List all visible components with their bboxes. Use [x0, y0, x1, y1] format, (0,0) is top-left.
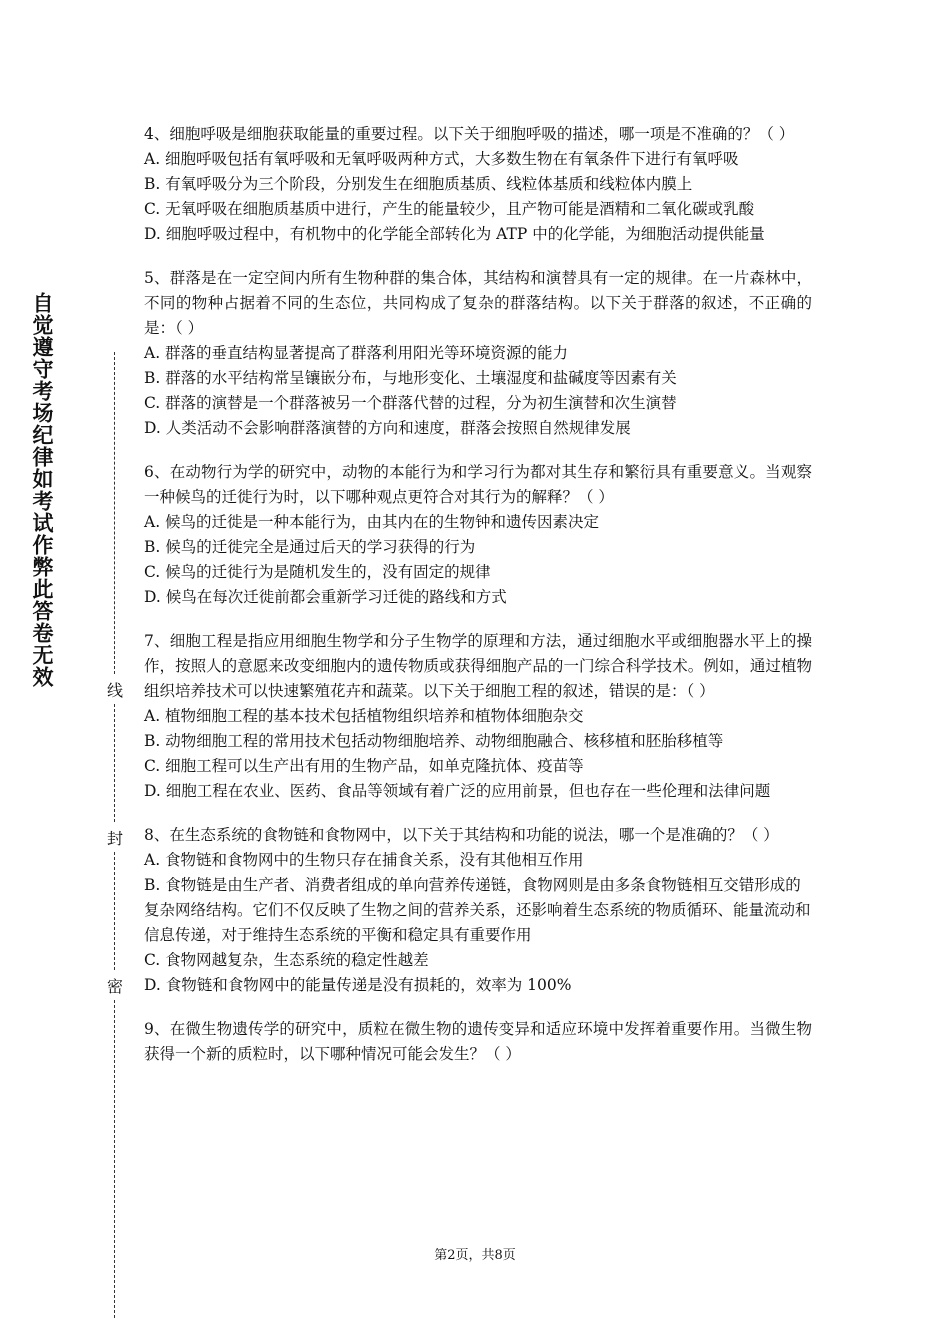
option-a: A. 植物细胞工程的基本技术包括植物组织培养和植物体细胞杂交 [144, 707, 584, 725]
option-b: B. 群落的水平结构常呈镶嵌分布，与地形变化、土壤湿度和盐碱度等因素有关 [144, 369, 677, 387]
binding-line-top [114, 352, 115, 674]
question-stem: 4、细胞呼吸是细胞获取能量的重要过程。以下关于细胞呼吸的描述，哪一项是不准确的？（ ） [144, 125, 795, 143]
option-b: B. 候鸟的迁徙完全是通过后天的学习获得的行为 [144, 538, 476, 556]
option-a: A. 群落的垂直结构显著提高了群落利用阳光等环境资源的能力 [144, 344, 569, 362]
exam-discipline-warning: 自觉遵守考场纪律如考试作弊此答卷无效 [30, 292, 54, 688]
question-6 [144, 460, 812, 610]
option-b: B. 有氧呼吸分为三个阶段，分别发生在细胞质基质、线粒体基质和线粒体内膜上 [144, 175, 693, 193]
binding-line-bottom [114, 1000, 115, 1318]
option-c: C. 食物网越复杂，生态系统的稳定性越差 [144, 951, 429, 969]
option-b: B. 食物链是由生产者、消费者组成的单向营养传递链，食物网则是由多条食物链相互交错形成的复杂网络结构。它们不仅反映了生物之间的营养关系，还影响着生态系统的物质循环、能量流动和信息传递，对于维持生态系统的平衡和稳定具有重要作用 [144, 876, 811, 944]
option-d: D. 候鸟在每次迁徙前都会重新学习迁徙的路线和方式 [144, 588, 507, 606]
question-stem: 8、在生态系统的食物链和食物网中，以下关于其结构和功能的说法，哪一个是准确的？（ ） [144, 826, 779, 844]
option-d: D. 细胞工程在农业、医药、食品等领域有着广泛的应用前景，但也存在一些伦理和法律问题 [144, 782, 771, 800]
question-9 [144, 1017, 812, 1067]
option-d: D. 食物链和食物网中的能量传递是没有损耗的，效率为 100% [144, 976, 572, 994]
question-5 [144, 266, 812, 441]
question-7 [144, 629, 812, 804]
question-stem: 7、细胞工程是指应用细胞生物学和分子生物学的原理和方法，通过细胞水平或细胞器水平上的操作，按照人的意愿来改变细胞内的遗传物质或获得细胞产品的一门综合科学技术。例如，通过植物组织培养技术可以快速繁殖花卉和蔬菜。以下关于细胞工程的叙述，错误的是：（ ） [144, 632, 812, 700]
binding-line-mid2 [114, 852, 115, 970]
option-c: C. 细胞工程可以生产出有用的生物产品，如单克隆抗体、疫苗等 [144, 757, 584, 775]
page-number: 第2页，共8页 [434, 1248, 516, 1263]
question-stem: 9、在微生物遗传学的研究中，质粒在微生物的遗传变异和适应环境中发挥着重要作用。当微生物获得一个新的质粒时，以下哪种情况可能会发生？（ ） [144, 1020, 812, 1063]
binding-mark-xian: 线 [105, 678, 125, 701]
question-4 [144, 122, 812, 247]
option-d: D. 人类活动不会影响群落演替的方向和速度，群落会按照自然规律发展 [144, 419, 631, 437]
option-c: C. 无氧呼吸在细胞质基质中进行，产生的能量较少，且产物可能是酒精和二氧化碳或乳酸 [144, 200, 755, 218]
option-c: C. 候鸟的迁徙行为是随机发生的，没有固定的规律 [144, 563, 491, 581]
option-a: A. 候鸟的迁徙是一种本能行为，由其内在的生物钟和遗传因素决定 [144, 513, 600, 531]
option-a: A. 食物链和食物网中的生物只存在捕食关系，没有其他相互作用 [144, 851, 584, 869]
question-8 [144, 823, 812, 998]
binding-mark-feng: 封 [105, 826, 125, 849]
question-stem: 6、在动物行为学的研究中，动物的本能行为和学习行为都对其生存和繁衍具有重要意义。当观察一种候鸟的迁徙行为时，以下哪种观点更符合对其行为的解释？（ ） [144, 463, 812, 506]
question-stem: 5、群落是在一定空间内所有生物种群的集合体，其结构和演替具有一定的规律。在一片森林中，不同的物种占据着不同的生态位，共同构成了复杂的群落结构。以下关于群落的叙述，不正确的是：（ ） [144, 269, 812, 337]
option-d: D. 细胞呼吸过程中，有机物中的化学能全部转化为 ATP 中的化学能，为细胞活动提供能量 [144, 225, 765, 243]
option-b: B. 动物细胞工程的常用技术包括动物细胞培养、动物细胞融合、核移植和胚胎移植等 [144, 732, 724, 750]
option-c: C. 群落的演替是一个群落被另一个群落代替的过程，分为初生演替和次生演替 [144, 394, 677, 412]
question-list [144, 122, 812, 1086]
binding-mark-mi: 密 [105, 974, 125, 997]
option-a: A. 细胞呼吸包括有氧呼吸和无氧呼吸两种方式，大多数生物在有氧条件下进行有氧呼吸 [144, 150, 739, 168]
binding-line-mid1 [114, 704, 115, 822]
